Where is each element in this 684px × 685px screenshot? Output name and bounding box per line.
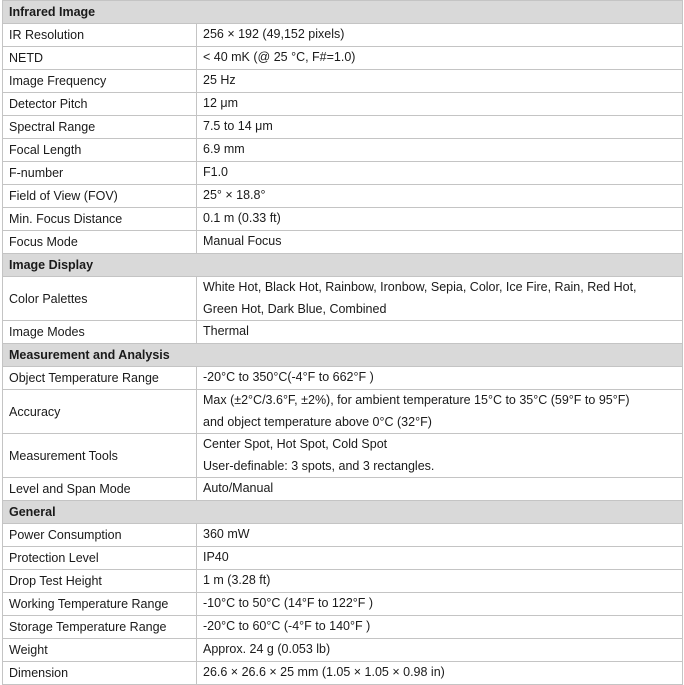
spec-row	[3, 116, 683, 139]
spec-value	[197, 231, 683, 254]
spec-label: Focal Length	[3, 139, 197, 162]
spec-table-body	[3, 1, 683, 685]
spec-value-line: -20°C to 350°C(-4°F to 662°F )	[203, 370, 374, 385]
spec-row	[3, 208, 683, 231]
spec-row	[3, 277, 683, 321]
spec-value	[197, 639, 683, 662]
spec-value	[197, 24, 683, 47]
spec-label: Detector Pitch	[3, 93, 197, 116]
spec-row	[3, 24, 683, 47]
spec-value	[197, 593, 683, 616]
spec-value	[197, 547, 683, 570]
spec-label: Object Temperature Range	[3, 367, 197, 390]
spec-label: Image Frequency	[3, 70, 197, 93]
spec-value	[197, 367, 683, 390]
spec-value-line: White Hot, Black Hot, Rainbow, Ironbow, Sepia, Color, Ice Fire, Rain, Red Hot,	[203, 280, 637, 294]
spec-label: Storage Temperature Range	[3, 616, 197, 639]
spec-label: Drop Test Height	[3, 570, 197, 593]
section-header-row	[3, 501, 683, 524]
spec-row	[3, 593, 683, 616]
spec-row	[3, 185, 683, 208]
spec-value	[197, 524, 683, 547]
spec-value	[197, 570, 683, 593]
spec-value	[197, 390, 683, 434]
spec-label: Weight	[3, 639, 197, 662]
spec-value	[197, 116, 683, 139]
spec-value-line: 1 m (3.28 ft)	[203, 573, 271, 588]
spec-row	[3, 139, 683, 162]
spec-row	[3, 231, 683, 254]
spec-row	[3, 367, 683, 390]
spec-value-line: Max (±2°C/3.6°F, ±2%), for ambient temperature 15°C to 35°C (59°F to 95°F)	[203, 393, 630, 407]
spec-label: Spectral Range	[3, 116, 197, 139]
spec-value-line: Approx. 24 g (0.053 lb)	[203, 642, 331, 657]
spec-row	[3, 162, 683, 185]
spec-value	[197, 616, 683, 639]
spec-value	[197, 277, 683, 321]
spec-label: Min. Focus Distance	[3, 208, 197, 231]
section-header-row	[3, 254, 683, 277]
spec-label: Power Consumption	[3, 524, 197, 547]
spec-value-line: 360 mW	[203, 527, 250, 542]
spec-label: F-number	[3, 162, 197, 185]
spec-label: IR Resolution	[3, 24, 197, 47]
spec-value	[197, 93, 683, 116]
spec-value-line: 25 Hz	[203, 73, 236, 88]
spec-value-line: 256 × 192 (49,152 pixels)	[203, 27, 345, 42]
section-title: Infrared Image	[3, 1, 683, 24]
spec-value	[197, 321, 683, 344]
spec-row	[3, 47, 683, 70]
section-header-row	[3, 344, 683, 367]
spec-value	[197, 139, 683, 162]
spec-table	[2, 0, 683, 685]
spec-value-line: Center Spot, Hot Spot, Cold Spot	[203, 437, 388, 451]
spec-label: Field of View (FOV)	[3, 185, 197, 208]
spec-value-line: User-definable: 3 spots, and 3 rectangles.	[203, 458, 435, 473]
section-header-row	[3, 1, 683, 24]
spec-label: Color Palettes	[3, 277, 197, 321]
spec-value-line: and object temperature above 0°C (32°F)	[203, 414, 432, 429]
spec-value-line: -10°C to 50°C (14°F to 122°F )	[203, 596, 374, 611]
spec-value-line: < 40 mK (@ 25 °C, F#=1.0)	[203, 50, 356, 65]
section-title: Measurement and Analysis	[3, 344, 683, 367]
spec-row	[3, 547, 683, 570]
section-title: General	[3, 501, 683, 524]
spec-value-line: F1.0	[203, 165, 229, 180]
section-title: Image Display	[3, 254, 683, 277]
spec-value-line: 0.1 m (0.33 ft)	[203, 211, 281, 226]
spec-value	[197, 47, 683, 70]
spec-label: Level and Span Mode	[3, 478, 197, 501]
spec-row	[3, 478, 683, 501]
spec-value	[197, 662, 683, 685]
spec-label: Focus Mode	[3, 231, 197, 254]
spec-value-line: Auto/Manual	[203, 481, 274, 496]
spec-value	[197, 478, 683, 501]
spec-value-line: 6.9 mm	[203, 142, 245, 157]
spec-label: Protection Level	[3, 547, 197, 570]
spec-row	[3, 616, 683, 639]
spec-value-line: Manual Focus	[203, 234, 282, 249]
spec-row	[3, 321, 683, 344]
spec-label: Accuracy	[3, 390, 197, 434]
spec-value	[197, 208, 683, 231]
spec-row	[3, 570, 683, 593]
spec-value-line: 12 μm	[203, 96, 238, 111]
spec-label: NETD	[3, 47, 197, 70]
spec-row	[3, 639, 683, 662]
spec-label: Dimension	[3, 662, 197, 685]
spec-row	[3, 390, 683, 434]
spec-row	[3, 70, 683, 93]
spec-row	[3, 434, 683, 478]
spec-value-line: IP40	[203, 550, 229, 565]
spec-value-line: 26.6 × 26.6 × 25 mm (1.05 × 1.05 × 0.98 in)	[203, 665, 445, 680]
spec-row	[3, 662, 683, 685]
spec-row	[3, 93, 683, 116]
spec-value-line: Thermal	[203, 324, 249, 339]
spec-value	[197, 162, 683, 185]
spec-value-line: 7.5 to 14 μm	[203, 119, 273, 134]
spec-row	[3, 524, 683, 547]
spec-value-line: -20°C to 60°C (-4°F to 140°F )	[203, 619, 371, 634]
spec-label: Working Temperature Range	[3, 593, 197, 616]
spec-value	[197, 70, 683, 93]
spec-value	[197, 434, 683, 478]
spec-label: Image Modes	[3, 321, 197, 344]
spec-label: Measurement Tools	[3, 434, 197, 478]
spec-value-line: 25° × 18.8°	[203, 188, 266, 203]
spec-value	[197, 185, 683, 208]
spec-value-line: Green Hot, Dark Blue, Combined	[203, 301, 387, 316]
